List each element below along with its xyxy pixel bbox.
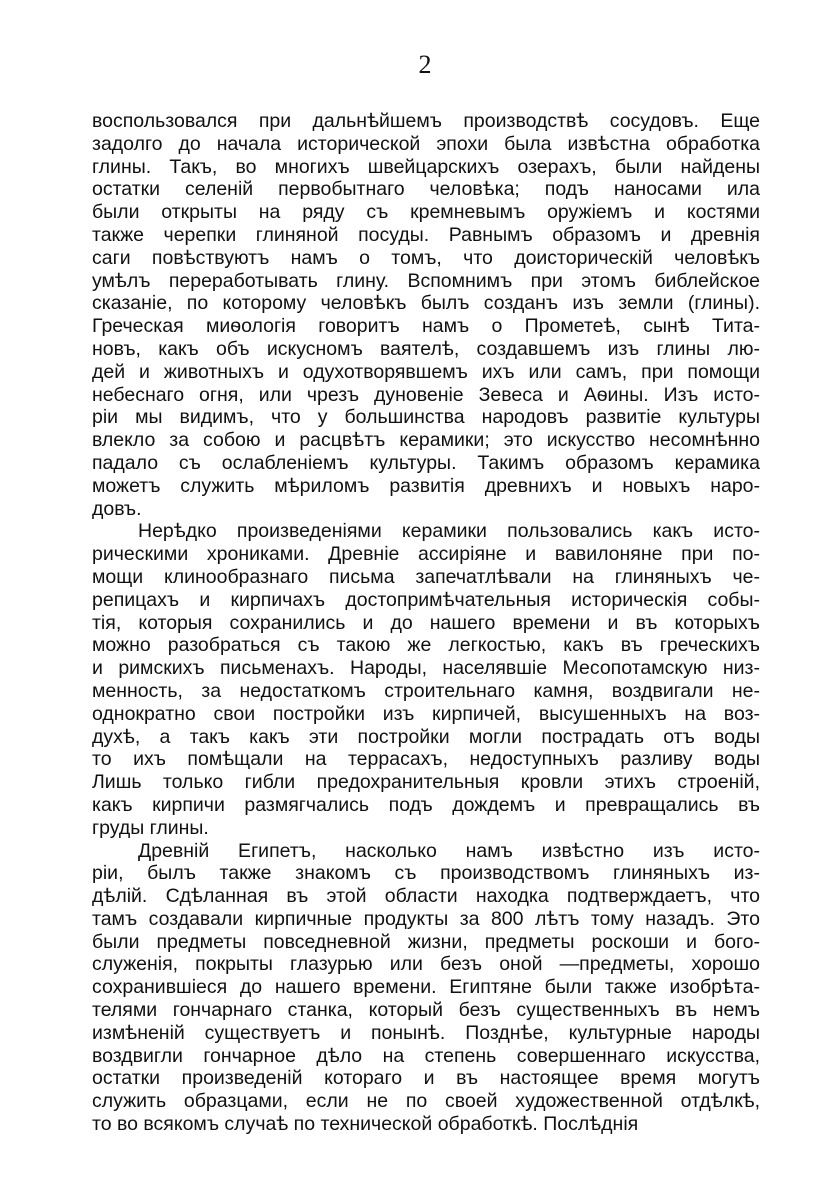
text-line: падало съ ослабленіемъ культуры. Такимъ образомъ керамика <box>92 451 760 474</box>
text-line: тія, которыя сохранились и до нашего времени и въ которыхъ <box>92 611 760 634</box>
text-line: сохранившіеся до нашего времени. Египтяне были также изобрѣта- <box>92 976 760 999</box>
text-line: Греческая миѳологія говоритъ намъ о Прометеѣ, сынѣ Тита- <box>92 315 760 338</box>
text-line: Древній Египетъ, насколько намъ извѣстно изъ исто- <box>138 839 760 862</box>
text-line: груды глины. <box>92 816 209 839</box>
text-line: ріи, былъ также знакомъ съ производствомъ глиняныхъ из- <box>92 862 760 885</box>
text-line: дей и животныхъ и одухотворявшемъ ихъ или самъ, при помощи <box>92 360 760 383</box>
text-line: Лишь только гибли предохранительныя кровли этихъ строеній, <box>92 771 760 794</box>
text-line: умѣлъ переработывать глину. Вспомнимъ при этомъ библейское <box>92 269 760 292</box>
text-line: Нерѣдко произведеніями керамики пользовались какъ исто- <box>138 520 760 543</box>
text-line: довъ. <box>92 497 142 520</box>
paragraph <box>92 110 760 520</box>
text-line: тамъ создавали кирпичные продукты за 800 лѣтъ тому назадъ. Это <box>92 907 760 930</box>
text-line: и римскихъ письменахъ. Народы, населявшіе Месопотамскую низ- <box>92 657 760 680</box>
text-line: ріи мы видимъ, что у большинства народовъ развитіе культуры <box>92 406 760 429</box>
text-line: глины. Такъ, во многихъ швейцарскихъ озерахъ, были найдены <box>92 155 760 178</box>
text-line: можетъ служить мѣриломъ развитія древнихъ и новыхъ наро- <box>92 474 760 497</box>
text-line: духѣ, а такъ какъ эти постройки могли пострадать отъ воды <box>92 725 760 748</box>
text-line: влекло за собою и расцвѣтъ керамики; это искусство несомнѣнно <box>92 429 760 452</box>
text-line: задолго до начала исторической эпохи была извѣстна обработка <box>92 132 760 155</box>
text-line: служенія, покрыты глазурью или безъ оной —предметы, хорошо <box>92 953 760 976</box>
text-line: были предметы повседневной жизни, предметы роскоши и бого- <box>92 930 760 953</box>
page-number: 2 <box>418 50 432 79</box>
text-line: воздвигли гончарное дѣло на степень совершеннаго искусства, <box>92 1044 760 1067</box>
text-line: то ихъ помѣщали на террасахъ, недоступныхъ разливу воды <box>92 748 760 771</box>
text-line: можно разобраться съ такою же легкостью, какъ въ греческихъ <box>92 634 760 657</box>
text-line: воспользовался при дальнѣйшемъ производствѣ сосудовъ. Еще <box>92 110 760 132</box>
text-line: дѣлій. Сдѣланная въ этой области находка подтверждаетъ, что <box>92 885 760 908</box>
text-line: мощи клинообразнаго письма запечатлѣвали на глиняныхъ че- <box>92 565 760 588</box>
text-line: были открыты на ряду съ кремневымъ оружіемъ и костями <box>92 201 760 224</box>
body-text <box>92 110 760 1136</box>
text-line: также черепки глиняной посуды. Равнымъ образомъ и древнія <box>92 223 760 246</box>
paragraph <box>92 840 760 1136</box>
text-line: то во всякомъ случаѣ по технической обработкѣ. Послѣднія <box>92 1113 639 1136</box>
text-line: рическими хрониками. Древніе ассиріяне и вавилоняне при по- <box>92 543 760 566</box>
text-line: остатки произведеній котораго и въ настоящее время могутъ <box>92 1067 760 1090</box>
text-line: телями гончарнаго станка, который безъ существенныхъ въ немъ <box>92 999 760 1022</box>
text-line: репицахъ и кирпичахъ достопримѣчательныя историческія собы- <box>92 588 760 611</box>
text-line: новъ, какъ объ искусномъ ваятелѣ, создавшемъ изъ глины лю- <box>92 337 760 360</box>
text-line: однократно свои постройки изъ кирпичей, высушенныхъ на воз- <box>92 702 760 725</box>
text-line: менность, за недостаткомъ строительнаго камня, воздвигали не- <box>92 679 760 702</box>
text-line: остатки селеній первобытнаго человѣка; подъ наносами ила <box>92 178 760 201</box>
text-line: саги повѣствуютъ намъ о томъ, что доисторическій человѣкъ <box>92 246 760 269</box>
paragraph <box>92 520 760 839</box>
text-line: небеснаго огня, или чрезъ дуновеніе Зевеса и Аѳины. Изъ исто- <box>92 383 760 406</box>
text-line: измѣненій существуетъ и понынѣ. Позднѣе, культурные народы <box>92 1021 760 1044</box>
text-line: служить образцами, если не по своей художественной отдѣлкѣ, <box>92 1090 760 1113</box>
text-line: какъ кирпичи размягчались подъ дождемъ и превращались въ <box>92 793 760 816</box>
text-line: сказаніе, по которому человѣкъ былъ созданъ изъ земли (глины). <box>92 292 760 315</box>
